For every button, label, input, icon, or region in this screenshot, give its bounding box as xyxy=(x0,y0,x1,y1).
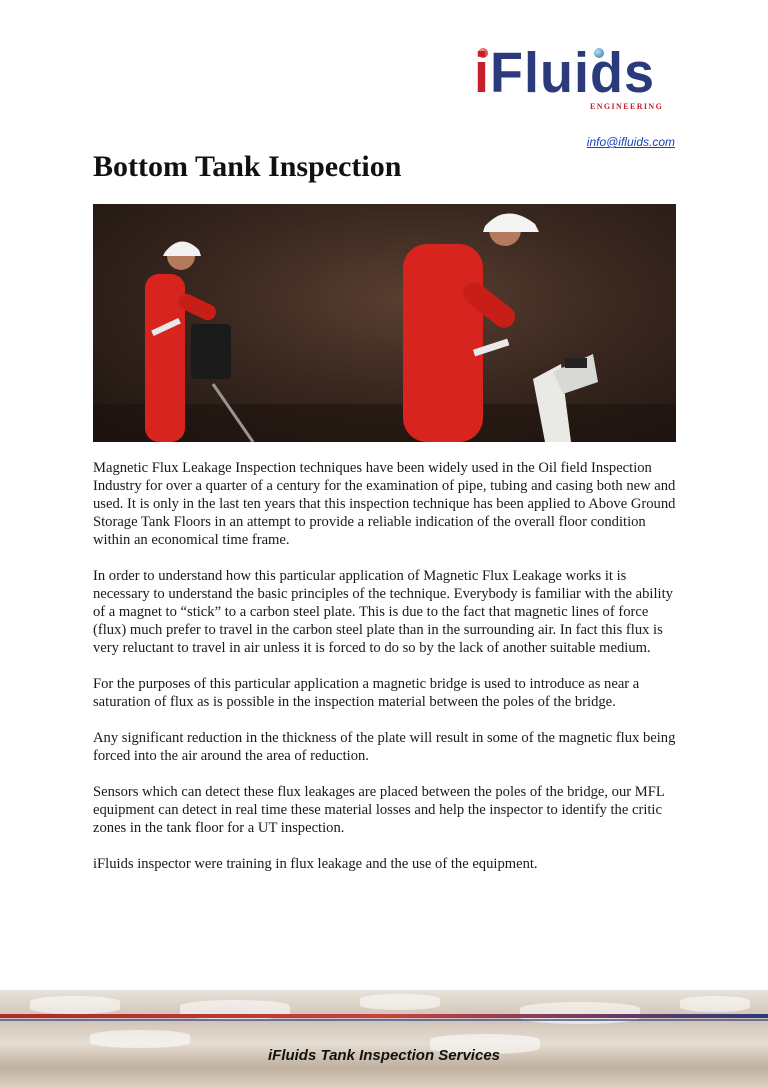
paragraph: In order to understand how this particular application of Magnetic Flux Leakage works it is necessary to understand the basic principles of the technique. Everybody is familiar with the ability of a magnet to “stick” to a carbon steel plate. This is due to the fact that magnetic lines of force (flux) much prefer to travel in the carbon steel plate than in the surrounding air. In fact this flux is very reluctant to travel in air unless it is forced to do so by the lack of another suitable medium. xyxy=(93,568,673,656)
paragraph: Magnetic Flux Leakage Inspection techniques have been widely used in the Oil field Inspection Industry for over a quarter of a century for the examination of pipe, tubing and casing both new and used. It is only in the last ten years that this inspection technique has been applied to Above Ground Storage Tank Floors in an attempt to provide a reliable indication of the overall floor condition within an economical time frame. xyxy=(93,460,676,548)
paragraph: Sensors which can detect these flux leakages are placed between the poles of the bridge, our MFL equipment can detect in real time these material losses and help the inspector to identify the critic zones in the tank floor for a UT inspection. xyxy=(93,784,665,836)
logo-subtitle: ENGINEERING xyxy=(590,102,664,111)
footer-title: iFluids Tank Inspection Services xyxy=(267,1047,501,1064)
paragraph: For the purposes of this particular application a magnetic bridge is used to introduce as near a saturation of flux as is possible in the inspection material between the poles of the bridge. xyxy=(93,676,640,710)
inspection-photo xyxy=(93,204,676,442)
logo-wordmark: iFluids xyxy=(474,41,656,105)
footer-tank-farm-banner xyxy=(0,990,768,1087)
paragraph: iFluids inspector were training in flux leakage and the use of the equipment. xyxy=(93,856,538,872)
document-body xyxy=(93,459,677,891)
paragraph: Any significant reduction in the thickness of the plate will result in some of the magnetic flux being forced into the air around the area of reduction. xyxy=(93,730,676,764)
footer-stripe xyxy=(0,1014,768,1018)
page-title: Bottom Tank Inspection xyxy=(93,150,402,183)
inspectors-illustration xyxy=(93,204,676,442)
company-logo xyxy=(474,41,678,114)
footer-stripe-thin xyxy=(0,1019,768,1021)
email-link[interactable]: info@ifluids.com xyxy=(586,135,675,149)
